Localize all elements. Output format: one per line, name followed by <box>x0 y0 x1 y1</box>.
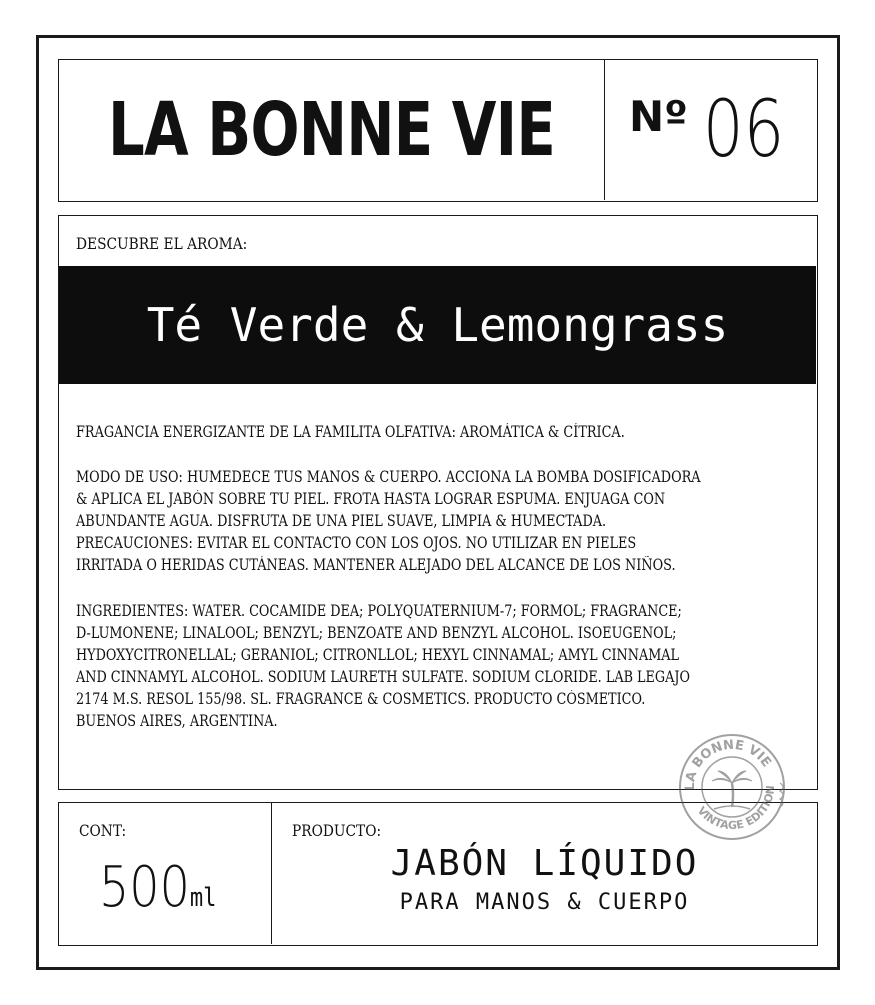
fragrance-paragraph <box>76 421 803 443</box>
content-value: 500 <box>99 855 190 920</box>
content-amount <box>99 855 216 920</box>
text-line: FRAGANCIA ENERGIZANTE DE LA FAMILITA OLFATIVA: AROMÁTICA & CÍTRICA. <box>76 423 625 441</box>
edition-number: 06 <box>702 85 785 175</box>
text-line: & APLICA EL JABÓN SOBRE TU PIEL. FROTA HASTA LOGRAR ESPUMA. ENJUAGA CON <box>76 490 666 508</box>
content-label: CONT: <box>79 821 127 840</box>
edition-number-box <box>604 60 817 200</box>
stamp-bottom-text: VINTAGE EDITION <box>694 784 778 833</box>
content-cell <box>59 803 272 944</box>
vintage-stamp <box>672 725 792 845</box>
usage-paragraph <box>76 466 803 576</box>
text-line: D-LUMONENE; LINALOOL; BENZYL; BENZOATE AND BENZYL ALCOHOL. ISOEUGENOL; <box>76 624 677 642</box>
content-unit: ml <box>189 883 217 913</box>
ingredients-paragraph <box>76 600 803 732</box>
number-prefix: Nº <box>628 91 688 141</box>
text-line: AND CINNAMYL ALCOHOL. SODIUM LAURETH SULFATE. SODIUM CLORIDE. LAB LEGAJO <box>76 668 691 686</box>
aroma-name: Té Verde & Lemongrass <box>146 298 729 352</box>
text-line: INGREDIENTES: WATER. COCAMIDE DEA; POLYQUATERNIUM-7; FORMOL; FRAGRANCE; <box>76 602 682 620</box>
brand-name: LA BONNE VIE <box>108 87 555 173</box>
product-subtitle: PARA MANOS & CUERPO <box>399 890 690 915</box>
text-line: BUENOS AIRES, ARGENTINA. <box>76 712 278 730</box>
text-line: IRRITADA O HERIDAS CUTÁNEAS. MANTENER ALEJADO DEL ALCANCE DE LOS NIÑOS. <box>76 556 676 574</box>
text-line: PRECAUCIONES: EVITAR EL CONTACTO CON LOS OJOS. NO UTILIZAR EN PIELES <box>76 534 637 552</box>
aroma-banner <box>59 266 816 384</box>
text-line: 2174 M.S. RESOL 155/98. SL. FRAGRANCE & COSMETICS. PRODUCTO CÓSMETICO. <box>76 690 646 708</box>
text-line: MODO DE USO: HUMEDECE TUS MANOS & CUERPO. ACCIONA LA BOMBA DOSIFICADORA <box>76 468 701 486</box>
palm-tree-icon <box>712 771 752 809</box>
text-line: HYDOXYCITRONELLAL; GERANIOL; CITRONLLOL; HEXYL CINNAMAL; AMYL CINNAMAL <box>76 646 680 664</box>
product-title: JABÓN LÍQUIDO <box>390 843 699 884</box>
header-box <box>58 59 818 202</box>
product-label: PRODUCTO: <box>292 821 382 840</box>
stamp-top-text: LA BONNE VIE <box>682 737 774 791</box>
svg-text:VINTAGE EDITION <box>693 781 787 843</box>
main-panel <box>58 215 818 790</box>
text-line: ABUNDANTE AGUA. DISFRUTA DE UNA PIEL SUAVE, LIMPIA & HUMECTADA. <box>76 512 607 530</box>
aroma-label: DESCUBRE EL AROMA: <box>76 234 248 253</box>
